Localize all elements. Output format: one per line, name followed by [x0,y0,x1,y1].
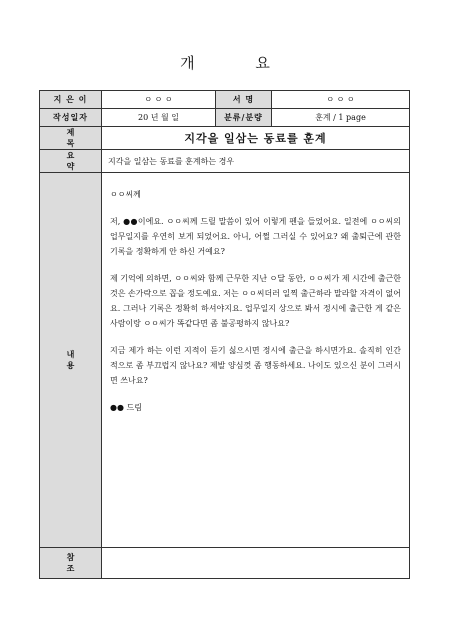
content-paragraph-1: 저, ●●이에요. ㅇㅇ씨께 드릴 말씀이 있어 이렇게 펜을 들었어요. 일전에 ㅇㅇ씨의 업무일지를 우연히 보게 되었어요. 아니, 어쩔 그러실 수 있어요? 왜 출퇴근에 관한 기록을 정확하게 안 하신 거예요? [110,217,401,256]
content-label: 내 용 [40,173,102,548]
subject-label: 제 목 [40,127,102,150]
content-body[interactable] [102,173,410,548]
category-value[interactable]: 훈계 / 1 page [272,109,410,127]
subject-row [40,127,410,150]
summary-value[interactable]: 지각을 일삼는 동료를 훈계하는 경우 [102,150,410,173]
category-label: 분류/분량 [216,109,272,127]
author-label: 지 은 이 [40,91,102,109]
signature-value[interactable]: ㅇ ㅇ ㅇ [272,91,410,109]
content-paragraph-3: 지금 제가 하는 이런 지적이 듣기 싫으시면 정시에 출근을 하시면가요. 솔직히 인간적으로 좀 부끄럽지 않나요? 제발 양심껏 좀 행동하세요. 나이도 있으신 분이 그러시면 쓰나요? [110,346,401,385]
date-row [40,109,410,127]
date-label: 작성일자 [40,109,102,127]
content-paragraph-2: 제 기억에 의하면, ㅇㅇ씨와 함께 근무한 지난 ㅇ달 동안, ㅇㅇ씨가 제 시간에 출근한 것은 손가락으로 꼽을 정도예요. 저는 ㅇㅇ씨더러 일찍 출근하라 말라할 자격이 없어요. 그러나 기록은 정확히 하셔야지요. 업무일지 상으로 봐서 정시에 출근한 게 같은 사람이랑 ㅇㅇ씨가 똑같다면 좀 불공평하지 않나요? [110,274,401,328]
summary-label: 요 약 [40,150,102,173]
summary-row [40,150,410,173]
content-salutation: ㅇㅇ씨께 [110,190,141,199]
reference-label: 참 조 [40,548,102,579]
reference-row [40,548,410,579]
content-row [40,173,410,548]
content-closing: ●● 드림 [110,403,142,412]
reference-value[interactable] [102,548,410,579]
page-title: 개 요 [180,54,298,72]
subject-value[interactable]: 지각을 일삼는 동료를 훈계 [102,127,410,150]
date-value[interactable]: 20 년 월 일 [102,109,216,127]
signature-label: 서 명 [216,91,272,109]
overview-form-table [39,90,410,579]
author-value[interactable]: ㅇ ㅇ ㅇ [102,91,216,109]
author-row [40,91,410,109]
